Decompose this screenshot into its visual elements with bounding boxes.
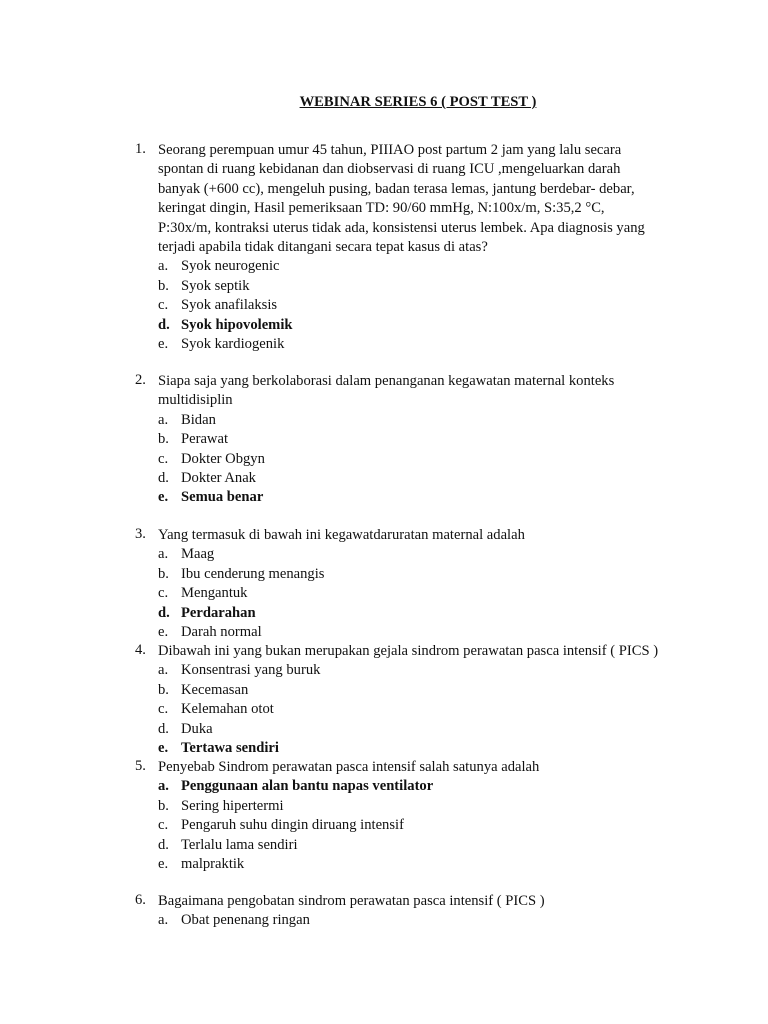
option-letter: d.: [158, 720, 169, 737]
option-letter: e.: [158, 336, 169, 352]
option-e-correct: [158, 739, 675, 758]
question-number: 1.: [135, 141, 146, 157]
question-number: 6.: [135, 892, 146, 908]
question-line: Yang termasuk di bawah ini kegawatdaruratan maternal adalah: [158, 527, 525, 543]
option-text: Syok anafilaksis: [181, 297, 278, 314]
question-3: [135, 526, 675, 642]
option-letter: c.: [158, 297, 169, 314]
question-2: [135, 372, 675, 508]
option-text: Maag: [181, 546, 215, 563]
option-letter: c.: [158, 585, 169, 602]
question-line: spontan di ruang kebidanan dan diobservasi di ruang ICU ,mengeluarkan darah: [158, 161, 621, 178]
question-line: P:30x/m, kontraksi uterus tidak ada, konsistensi uterus lembek. Apa diagnosis yang: [158, 219, 645, 236]
option-d: [158, 469, 675, 488]
question-4: [135, 642, 675, 758]
option-letter: a.: [158, 258, 169, 275]
option-c: [158, 296, 675, 315]
option-text: Sering hipertermi: [181, 797, 284, 814]
question-line: banyak (+600 cc), mengeluh pusing, badan terasa lemas, jantung berdebar- debar,: [158, 180, 635, 197]
option-b: [158, 277, 675, 296]
option-text: Mengantuk: [181, 585, 248, 602]
option-text: Perdarahan: [181, 604, 256, 621]
option-letter: b.: [158, 431, 169, 448]
option-letter: a.: [158, 662, 169, 679]
question-text: [158, 526, 675, 545]
option-text: Kecemasan: [181, 681, 249, 698]
option-text: Dokter Anak: [181, 469, 256, 486]
option-c: [158, 700, 675, 719]
option-letter: b.: [158, 565, 169, 582]
option-list: [135, 911, 675, 930]
option-c: [158, 816, 675, 835]
question-line: terjadi apabila tidak ditangani secara tepat kasus di atas?: [158, 239, 488, 256]
option-letter: d.: [158, 604, 170, 621]
option-letter: a.: [158, 912, 169, 929]
option-a: [158, 545, 675, 564]
option-text: Perawat: [181, 431, 229, 448]
option-letter: e.: [158, 623, 169, 640]
option-letter: b.: [158, 277, 169, 294]
option-text: Kelemahan otot: [181, 701, 274, 718]
question-line: Penyebab Sindrom perawatan pasca intensif salah satunya adalah: [158, 759, 540, 775]
option-d: [158, 836, 675, 855]
option-list: [135, 257, 675, 354]
option-text: Tertawa sendiri: [181, 739, 279, 756]
option-text: Duka: [181, 720, 213, 737]
option-a-correct: [158, 777, 675, 796]
option-c: [158, 584, 675, 603]
option-b: [158, 430, 675, 449]
option-e: [158, 623, 675, 642]
question-line: multidisiplin: [158, 392, 233, 409]
option-d-correct: [158, 316, 675, 335]
option-text: Ibu cenderung menangis: [181, 565, 325, 582]
question-number: 3.: [135, 526, 146, 542]
question-line: Bagaimana pengobatan sindrom perawatan pasca intensif ( PICS ): [158, 893, 545, 909]
option-list: [135, 545, 675, 642]
question-line: Siapa saja yang berkolaborasi dalam penanganan kegawatan maternal konteks: [158, 373, 615, 389]
question-text: [158, 642, 675, 661]
option-text: Semua benar: [181, 489, 264, 506]
option-letter: e.: [158, 855, 169, 872]
option-letter: c.: [158, 450, 169, 467]
option-text: Syok neurogenic: [181, 258, 280, 275]
option-text: Syok kardiogenik: [181, 336, 285, 352]
option-text: Syok septik: [181, 277, 250, 294]
question-line: Dibawah ini yang bukan merupakan gejala sindrom perawatan pasca intensif ( PICS ): [158, 643, 659, 659]
option-text: Terlalu lama sendiri: [181, 836, 298, 853]
option-letter: c.: [158, 817, 169, 834]
option-letter: d.: [158, 316, 170, 333]
option-letter: b.: [158, 797, 169, 814]
option-list: [135, 661, 675, 758]
option-e-correct: [158, 488, 675, 507]
option-letter: a.: [158, 778, 169, 795]
option-text: Syok hipovolemik: [181, 316, 293, 333]
option-text: Bidan: [181, 411, 216, 428]
option-letter: e.: [158, 739, 169, 756]
option-e: [158, 335, 675, 354]
question-line: keringat dingin, Hasil pemeriksaan TD: 90/60 mmHg, N:100x/m, S:35,2 °C,: [158, 200, 605, 217]
option-letter: d.: [158, 836, 169, 853]
question-5: [135, 758, 675, 874]
option-b: [158, 797, 675, 816]
option-b: [158, 565, 675, 584]
option-text: Dokter Obgyn: [181, 450, 265, 467]
option-list: [135, 411, 675, 508]
option-c: [158, 450, 675, 469]
option-letter: b.: [158, 681, 169, 698]
question-text: [158, 372, 675, 411]
document-title: WEBINAR SERIES 6 ( POST TEST ): [299, 94, 537, 110]
option-e: [158, 855, 675, 874]
option-a: [158, 411, 675, 430]
option-d-correct: [158, 604, 675, 623]
option-list: [135, 777, 675, 874]
option-b: [158, 681, 675, 700]
question-number: 2.: [135, 372, 146, 388]
question-6: [135, 892, 675, 931]
question-text: [158, 758, 675, 777]
option-text: Penggunaan alan bantu napas ventilator: [181, 778, 434, 795]
question-text: [158, 892, 675, 911]
option-text: malpraktik: [181, 855, 245, 872]
question-number: 5.: [135, 758, 146, 774]
question-text: [158, 141, 675, 257]
question-number: 4.: [135, 642, 146, 658]
option-letter: e.: [158, 489, 169, 506]
option-letter: a.: [158, 411, 169, 428]
question-1: [135, 141, 675, 354]
option-d: [158, 720, 675, 739]
option-letter: a.: [158, 546, 169, 563]
option-text: Konsentrasi yang buruk: [181, 662, 321, 679]
option-text: Pengaruh suhu dingin diruang intensif: [181, 817, 404, 834]
option-text: Obat penenang ringan: [181, 912, 310, 929]
question-line: Seorang perempuan umur 45 tahun, PIIIAO post partum 2 jam yang lalu secara: [158, 142, 622, 158]
option-text: Darah normal: [181, 623, 262, 640]
option-letter: c.: [158, 701, 169, 718]
option-a: [158, 661, 675, 680]
option-letter: d.: [158, 469, 169, 486]
option-a: [158, 911, 675, 930]
option-a: [158, 257, 675, 276]
